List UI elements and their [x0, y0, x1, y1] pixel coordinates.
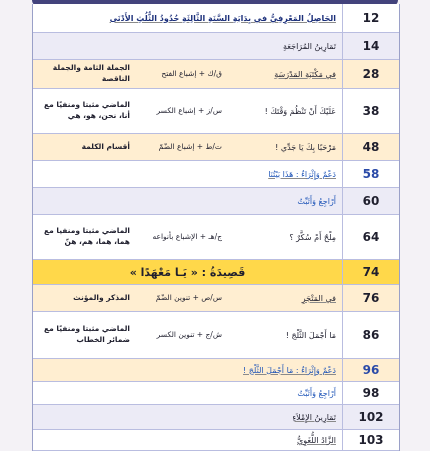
toc-row[interactable] — [33, 161, 399, 188]
page-number: 60 — [342, 188, 399, 214]
lesson-title: مَرْحَبًا بِكَ يَا جَدِّي ! — [275, 142, 336, 152]
grammar-topic: الماضي مثبتا ومنفيًا مع ضمائر الخطاب — [44, 324, 130, 344]
toc-row[interactable] — [33, 285, 399, 312]
lesson-title: الحَاصِلُ المَعْرِفِيُّ في بِدَايَةِ السَّنَةِ الثَّالِثَةِ حُدُودُ الثُّلُثِ الأَدْنَى — [109, 13, 336, 23]
spelling-rule: ق/ك + إشباع الفتح — [161, 68, 222, 78]
spelling-rule: ت/ط + إشباع الضّمّ — [158, 141, 222, 151]
lesson-title: الزَّادُ اللُّغَوِيُّ — [297, 435, 336, 445]
toc-row[interactable] — [33, 89, 399, 134]
toc-row[interactable] — [33, 359, 399, 382]
page-number: 98 — [342, 382, 399, 404]
grammar-topic: الماضي مثبتا ومنفيا مع هما، هما، هم، هنّ — [44, 226, 130, 246]
page-number: 76 — [342, 285, 399, 311]
lesson-title: تَمَارِينُ المُرَاجَعَةِ — [282, 41, 336, 51]
lesson-title: في المَتْجَرِ — [301, 293, 336, 303]
spelling-rule: ج/هـ + الإشباع بأنواعه — [152, 231, 222, 241]
lesson-title: دَعْمٌ وَإِثْرَاءٌ : هَذَا بَيْتُنَا — [268, 169, 336, 179]
grammar-topic: المذكر والمؤنث — [73, 292, 130, 302]
page-number: 14 — [342, 33, 399, 59]
toc-row[interactable] — [33, 33, 399, 60]
toc-row[interactable] — [33, 4, 399, 33]
page-number: 64 — [342, 215, 399, 259]
toc-row[interactable] — [33, 312, 399, 359]
page-number: 38 — [342, 89, 399, 133]
toc-row[interactable] — [33, 188, 399, 215]
page-number: 12 — [342, 4, 399, 32]
lesson-title: مِلْحٌ أَمْ سُكَّرٌ ؟ — [289, 232, 336, 242]
page-number: 86 — [342, 312, 399, 358]
page-number: 102 — [342, 405, 399, 429]
lesson-title: أَرْاجِعُ وَأَثَبِّتُ — [297, 196, 336, 206]
lesson-title: تَمَارِينُ الإِمْلاَءِ — [292, 412, 336, 422]
toc-row[interactable] — [33, 60, 399, 89]
toc-row[interactable] — [33, 382, 399, 405]
toc-row[interactable] — [33, 405, 399, 430]
toc-row[interactable] — [33, 260, 399, 285]
spelling-rule: س/ز + إشباع الكسر — [156, 105, 222, 115]
page-number: 74 — [342, 260, 399, 284]
contents-table — [32, 4, 400, 451]
lesson-title: دَعْمٌ وَإِثْرَاءٌ : مَا أَجْمَلَ الثَّلْجَ ! — [243, 365, 336, 375]
toc-row[interactable] — [33, 134, 399, 161]
spelling-rule: س/ص + تنوين الضّمّ — [155, 292, 222, 302]
lesson-title: في مَكْتَبَةِ المَدْرَسَةِ — [274, 69, 336, 79]
lesson-title: مَا أَجْمَلَ الثَّلْجَ ! — [285, 330, 336, 340]
page-number: 48 — [342, 134, 399, 160]
grammar-topic: الجملة الثامة والجملة الناقصة — [52, 63, 130, 83]
spelling-rule: ش/ج + تنوين الكسر — [156, 329, 222, 339]
lesson-title: عَلَيْكَ أَنْ تَنْظُمَ وَقْتَكَ ! — [264, 106, 336, 116]
lesson-title: أَرْاجِعُ وَأَثَبِّتُ — [297, 388, 336, 398]
lesson-title: قَصِيدَةُ : « يَـا مَعْهَدًا » — [129, 265, 246, 279]
page-number: 58 — [342, 161, 399, 187]
page-number: 103 — [342, 430, 399, 450]
grammar-topic: أقسام الكلمة — [81, 141, 130, 151]
toc-row[interactable] — [33, 430, 399, 451]
grammar-topic: الماضي مثبتا ومنفيًا مع أنا، نحن، هو، هي — [44, 100, 130, 120]
toc-row[interactable] — [33, 215, 399, 260]
page-number: 96 — [342, 359, 399, 381]
page-number: 28 — [342, 60, 399, 88]
